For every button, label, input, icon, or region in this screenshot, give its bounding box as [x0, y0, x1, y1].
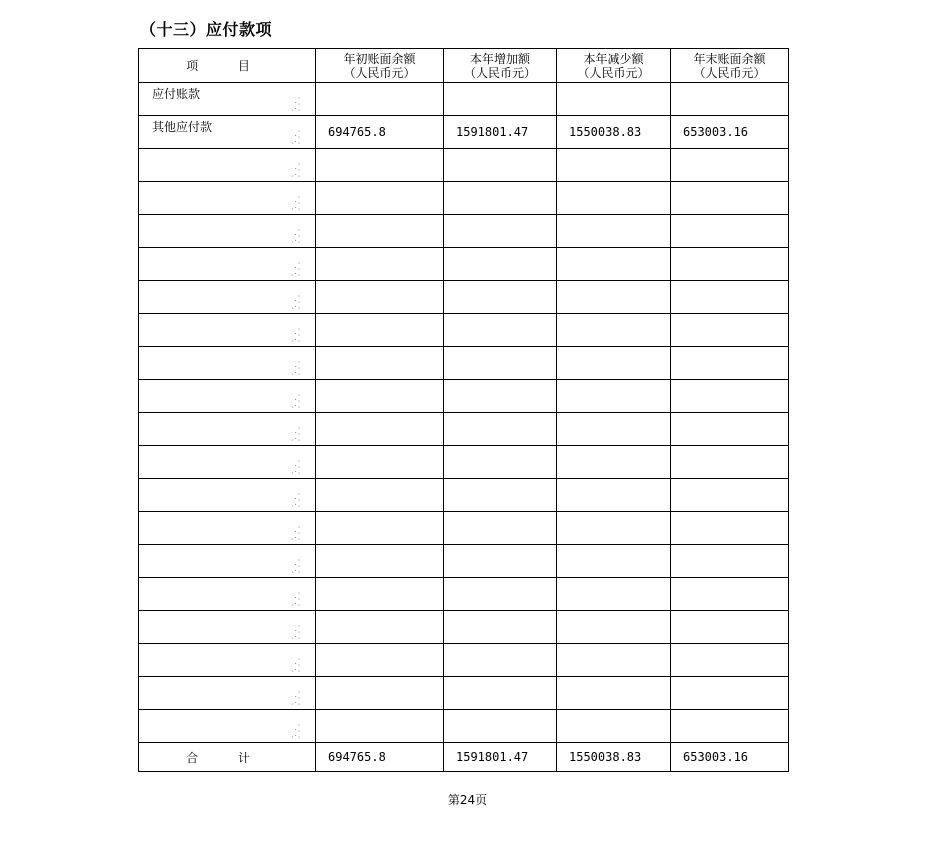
- row-item-cell: [139, 248, 316, 281]
- row-opening: [316, 248, 444, 281]
- row-increase: [444, 248, 557, 281]
- row-decrease: [557, 182, 671, 215]
- row-decrease: [557, 446, 671, 479]
- row-opening: [316, 644, 444, 677]
- dot-mark-icon: ⠄ ⠂⠄ ⠄⠂⠄: [290, 259, 301, 278]
- row-increase: [444, 182, 557, 215]
- header-item: 项 目: [139, 49, 316, 83]
- row-decrease: 1550038.83: [557, 116, 671, 149]
- table-row: [139, 83, 789, 116]
- dot-mark-icon: ⠄ ⠂⠄ ⠄⠂⠄: [290, 490, 301, 509]
- row-closing: [671, 545, 789, 578]
- row-opening: 694765.8: [316, 116, 444, 149]
- dot-mark-icon: ⠄ ⠂⠄ ⠄⠂⠄: [290, 655, 301, 674]
- row-decrease: [557, 578, 671, 611]
- row-increase: [444, 347, 557, 380]
- row-item-cell: [139, 314, 316, 347]
- row-item-cell: [139, 710, 316, 743]
- table-row: [139, 710, 789, 743]
- row-item-cell: [139, 380, 316, 413]
- row-decrease: [557, 347, 671, 380]
- row-opening: [316, 83, 444, 116]
- row-closing: [671, 215, 789, 248]
- table-row: [139, 215, 789, 248]
- row-increase: [444, 578, 557, 611]
- row-decrease: [557, 380, 671, 413]
- table-row: [139, 677, 789, 710]
- row-opening: [316, 413, 444, 446]
- row-closing: [671, 446, 789, 479]
- dot-mark-icon: ⠄ ⠂⠄ ⠄⠂⠄: [290, 622, 301, 641]
- row-opening: [316, 446, 444, 479]
- dot-mark-icon: ⠄ ⠂⠄ ⠄⠂⠄: [290, 226, 301, 245]
- dot-mark-icon: ⠄ ⠂⠄ ⠄⠂⠄: [290, 589, 301, 608]
- row-item-cell: [139, 182, 316, 215]
- dot-mark-icon: ⠄ ⠂⠄ ⠄⠂⠄: [290, 160, 301, 179]
- row-item-cell: [139, 677, 316, 710]
- header-closing-balance: 年末账面余额 （人民币元）: [671, 49, 789, 83]
- table-row: [139, 644, 789, 677]
- table-row: [139, 248, 789, 281]
- row-increase: [444, 83, 557, 116]
- table-header-row: [139, 49, 789, 83]
- row-increase: [444, 446, 557, 479]
- row-item-cell: [139, 578, 316, 611]
- row-opening: [316, 578, 444, 611]
- total-opening: 694765.8: [316, 743, 444, 772]
- row-decrease: [557, 215, 671, 248]
- row-increase: [444, 149, 557, 182]
- row-decrease: [557, 512, 671, 545]
- row-increase: [444, 314, 557, 347]
- row-increase: [444, 512, 557, 545]
- table-row: [139, 281, 789, 314]
- row-decrease: [557, 281, 671, 314]
- dot-mark-icon: ⠄ ⠂⠄ ⠄⠂⠄: [290, 721, 301, 740]
- row-item-cell: [139, 512, 316, 545]
- row-item-label: 应付账款: [152, 87, 201, 101]
- header-decrease: 本年减少额 （人民币元）: [557, 49, 671, 83]
- row-decrease: [557, 413, 671, 446]
- table-row: [139, 347, 789, 380]
- row-item-cell: [139, 149, 316, 182]
- row-closing: [671, 578, 789, 611]
- dot-mark-icon: ⠄ ⠂⠄ ⠄⠂⠄: [290, 688, 301, 707]
- row-opening: [316, 347, 444, 380]
- table-row: [139, 479, 789, 512]
- row-increase: [444, 611, 557, 644]
- dot-mark-icon: ⠄ ⠂⠄ ⠄⠂⠄: [290, 325, 301, 344]
- table-row: [139, 446, 789, 479]
- row-closing: [671, 149, 789, 182]
- row-decrease: [557, 710, 671, 743]
- row-opening: [316, 380, 444, 413]
- row-increase: [444, 281, 557, 314]
- row-closing: [671, 413, 789, 446]
- table-row: [139, 545, 789, 578]
- payables-table: [138, 48, 789, 772]
- row-closing: [671, 677, 789, 710]
- row-closing: [671, 281, 789, 314]
- table-row: [139, 149, 789, 182]
- row-closing: [671, 380, 789, 413]
- section-title: （十三）应付款项: [140, 20, 273, 39]
- row-item-cell: [139, 545, 316, 578]
- row-closing: 653003.16: [671, 116, 789, 149]
- row-opening: [316, 182, 444, 215]
- row-opening: [316, 215, 444, 248]
- page-number: 第24页: [447, 793, 488, 807]
- row-item-label: 其他应付款: [152, 120, 213, 134]
- row-closing: [671, 710, 789, 743]
- row-decrease: [557, 248, 671, 281]
- table-row: [139, 611, 789, 644]
- table-row: [139, 116, 789, 149]
- row-decrease: [557, 83, 671, 116]
- dot-mark-icon: ⠄ ⠂⠄ ⠄⠂⠄: [290, 391, 301, 410]
- table-row: [139, 182, 789, 215]
- row-closing: [671, 512, 789, 545]
- row-increase: [444, 644, 557, 677]
- row-increase: [444, 215, 557, 248]
- row-item-cell: [139, 215, 316, 248]
- row-opening: [316, 677, 444, 710]
- row-closing: [671, 83, 789, 116]
- row-item-cell: [139, 347, 316, 380]
- row-opening: [316, 545, 444, 578]
- row-decrease: [557, 479, 671, 512]
- dot-mark-icon: ⠄ ⠂⠄ ⠄⠂⠄: [290, 424, 301, 443]
- table-row: [139, 413, 789, 446]
- row-item-cell: [139, 413, 316, 446]
- row-decrease: [557, 314, 671, 347]
- row-item-cell: [139, 116, 316, 149]
- row-item-cell: [139, 83, 316, 116]
- table-row: [139, 380, 789, 413]
- dot-mark-icon: ⠄ ⠂⠄ ⠄⠂⠄: [290, 556, 301, 575]
- row-closing: [671, 644, 789, 677]
- row-item-cell: [139, 479, 316, 512]
- row-closing: [671, 182, 789, 215]
- row-opening: [316, 149, 444, 182]
- row-closing: [671, 479, 789, 512]
- row-decrease: [557, 149, 671, 182]
- row-decrease: [557, 545, 671, 578]
- dot-mark-icon: ⠄ ⠂⠄ ⠄⠂⠄: [290, 523, 301, 542]
- dot-mark-icon: ⠄ ⠂⠄ ⠄⠂⠄: [290, 292, 301, 311]
- table-row: [139, 314, 789, 347]
- dot-mark-icon: ⠄ ⠂⠄ ⠄⠂⠄: [290, 358, 301, 377]
- row-closing: [671, 611, 789, 644]
- total-label: 合 计: [139, 743, 316, 772]
- total-increase: 1591801.47: [444, 743, 557, 772]
- row-item-cell: [139, 644, 316, 677]
- row-closing: [671, 314, 789, 347]
- dot-mark-icon: ⠄ ⠂⠄ ⠄⠂⠄: [290, 193, 301, 212]
- table-row: [139, 578, 789, 611]
- row-item-cell: [139, 446, 316, 479]
- row-decrease: [557, 644, 671, 677]
- row-increase: [444, 479, 557, 512]
- header-increase: 本年增加额 （人民币元）: [444, 49, 557, 83]
- row-opening: [316, 314, 444, 347]
- dot-mark-icon: ⠄ ⠂⠄ ⠄⠂⠄: [290, 94, 301, 113]
- row-increase: [444, 710, 557, 743]
- row-increase: [444, 677, 557, 710]
- row-item-cell: [139, 281, 316, 314]
- row-opening: [316, 281, 444, 314]
- row-decrease: [557, 611, 671, 644]
- row-increase: [444, 545, 557, 578]
- dot-mark-icon: ⠄ ⠂⠄ ⠄⠂⠄: [290, 127, 301, 146]
- row-increase: [444, 413, 557, 446]
- row-increase: [444, 380, 557, 413]
- total-closing: 653003.16: [671, 743, 789, 772]
- total-decrease: 1550038.83: [557, 743, 671, 772]
- row-opening: [316, 710, 444, 743]
- row-closing: [671, 347, 789, 380]
- header-opening-balance: 年初账面余额 （人民币元）: [316, 49, 444, 83]
- dot-mark-icon: ⠄ ⠂⠄ ⠄⠂⠄: [290, 457, 301, 476]
- table-row: [139, 512, 789, 545]
- row-decrease: [557, 677, 671, 710]
- row-opening: [316, 512, 444, 545]
- row-item-cell: [139, 611, 316, 644]
- row-increase: 1591801.47: [444, 116, 557, 149]
- row-opening: [316, 611, 444, 644]
- total-row: [139, 743, 789, 772]
- row-closing: [671, 248, 789, 281]
- row-opening: [316, 479, 444, 512]
